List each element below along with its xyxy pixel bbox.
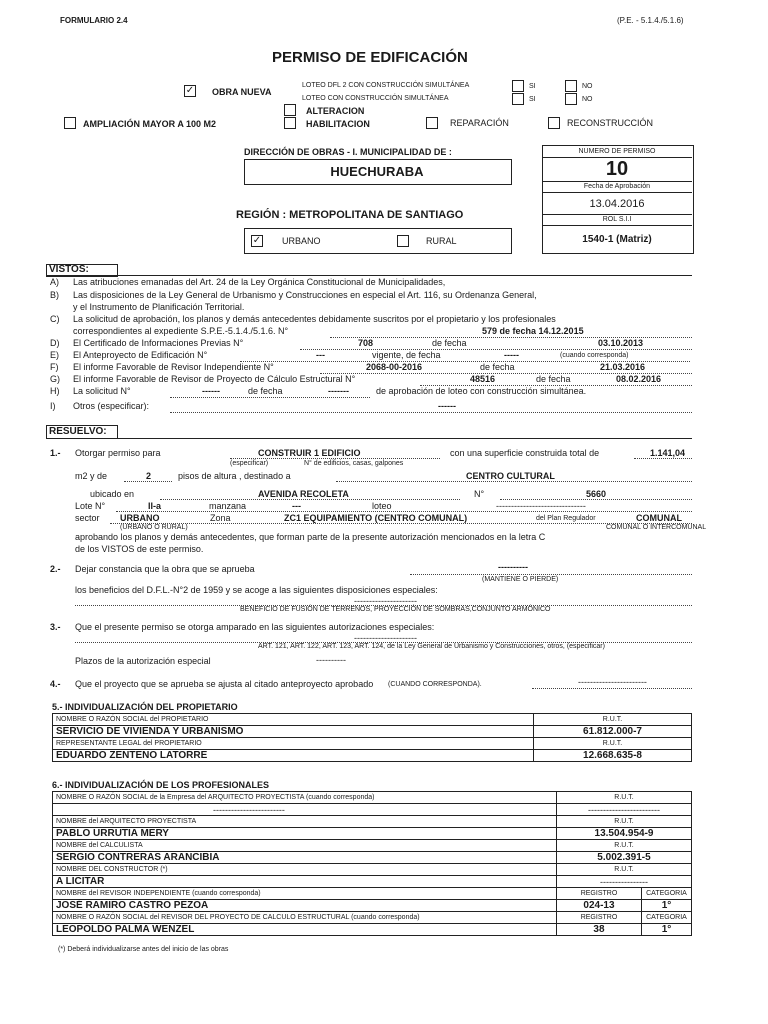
rut-label: R.U.T. (556, 792, 691, 804)
aprobando-2: de los VISTOS de este permiso. (75, 544, 204, 554)
de-fecha-label: de fecha (432, 338, 467, 348)
vistos-b2: y el Instrumento de Planificación Territorial. (73, 302, 245, 312)
vistos-f: El informe Favorable de Revisor Independiente N° (73, 362, 274, 372)
aprobando-1: aprobando los planos y demás antecedentes, que forman parte de la presente autorización mencionados en la letra C (75, 532, 546, 542)
revisor-categoria: 1° (641, 900, 691, 912)
revisor-registro: 024-13 (556, 900, 641, 912)
arquitecto-rut: 13.504.954-9 (556, 828, 691, 840)
vistos-e: El Anteproyecto de Edificación N° (73, 350, 208, 360)
loteo-label: loteo (372, 501, 392, 511)
obra-nueva-checkbox[interactable]: ✓ (185, 85, 195, 96)
vistos-h-tail: de aprobación de loteo con construcción simultánea. (376, 386, 587, 396)
obra-nueva-label: OBRA NUEVA (212, 87, 272, 97)
rol-value: 1540-1 (Matriz) (582, 234, 652, 245)
vistos-e-num: --- (316, 350, 325, 360)
fecha-aprobacion-label: Fecha de Aprobación (583, 183, 651, 190)
propietario-nombre: SERVICIO DE VIVIENDA Y URBANISMO (53, 726, 534, 738)
resuelvo-2-num: 2.- (50, 564, 61, 574)
propietario-heading: 5.- INDIVIDUALIZACIÓN DEL PROPIETARIO (52, 702, 238, 712)
vistos-f-num: 2068-00-2016 (366, 362, 423, 372)
de-fecha-label: de fecha (248, 386, 283, 396)
resuelvo-2-text: Dejar constancia que la obra que se aprueba (75, 564, 255, 574)
representante-nombre: EDUARDO ZENTENO LATORRE (53, 750, 534, 762)
objeto: CONSTRUIR 1 EDIFICIO (258, 448, 361, 458)
de-fecha-label: de fecha (480, 362, 515, 372)
reparacion-label: REPARACIÓN (450, 118, 509, 128)
pisos-text: pisos de altura , destinado a (178, 471, 291, 481)
ampliacion-checkbox[interactable] (64, 117, 76, 129)
vistos-i-value: ------ (438, 401, 456, 411)
resuelvo-4-value: ----------------------- (578, 677, 647, 687)
vistos-c2: correspondientes al expediente S.P.E.-5.1.4./5.1.6. N° (73, 326, 289, 336)
zona-label: Zona (210, 513, 231, 523)
pisos: 2 (146, 471, 152, 481)
superficie: 1.141,04 (650, 448, 686, 458)
vistos-g-fecha: 08.02.2016 (616, 374, 662, 384)
registro-label: REGISTRO (556, 912, 641, 924)
propietario-table (52, 713, 692, 762)
resuelvo-1-text: Otorgar permiso para (75, 448, 161, 458)
representante-label: REPRESENTANTE LEGAL del PROPIETARIO (53, 738, 534, 750)
objeto-note-2: N° de edificios, casas, galpones (304, 460, 404, 467)
resuelvo-3-value: --------------------- (354, 633, 417, 643)
lote: II-a (148, 501, 162, 511)
no-label: NO (582, 96, 593, 103)
empresa-rut: ------------------------ (556, 804, 691, 816)
cs-no-checkbox[interactable] (565, 93, 577, 105)
resuelvo-4-text: Que el proyecto que se aprueba se ajusta al citado anteproyecto aprobado (75, 679, 374, 689)
vistos-g: El informe Favorable de Revisor de Proyecto de Cálculo Estructural N° (73, 374, 356, 384)
cs-si-checkbox[interactable] (512, 93, 524, 105)
urbano-label: URBANO (282, 236, 321, 246)
revisor-calculo-registro: 38 (556, 924, 641, 936)
profesionales-heading: 6.- INDIVIDUALIZACIÓN DE LOS PROFESIONALES (52, 780, 270, 790)
reparacion-checkbox[interactable] (426, 117, 438, 129)
calculista-rut: 5.002.391-5 (556, 852, 691, 864)
manzana: --- (292, 501, 301, 511)
rural-checkbox[interactable] (397, 235, 409, 247)
vistos-i: Otros (especificar): (73, 401, 150, 411)
resuelvo-3-note: ART. 121, ART. 122, ART. 123, ART. 124, de la Ley General de Urbanismo y Construcciones, otros, (especificar) (258, 643, 605, 650)
loteo-cs-label: LOTEO CON CONSTRUCCIÓN SIMULTÁNEA (302, 95, 449, 102)
revisor-calculo-categoria: 1° (641, 924, 691, 936)
sector: URBANO (120, 513, 160, 523)
objeto-note-1: (especificar) (230, 460, 269, 467)
rut-label: R.U.T. (534, 714, 692, 726)
vistos-c-value: 579 de fecha 14.12.2015 (482, 326, 584, 336)
footnote: (*) Deberá individualizarse antes del inicio de las obras (58, 946, 229, 953)
vistos-d: El Certificado de Informaciones Previas N° (73, 338, 244, 348)
revisor-calculo-label: NOMBRE O RAZÓN SOCIAL del REVISOR DEL PROYECTO DE CALCULO ESTRUCTURAL (cuando corresponda) (53, 912, 557, 924)
plan-label: del Plan Regulador (536, 515, 596, 522)
vistos-e-vigente: vigente, de fecha (372, 350, 441, 360)
superficie-text: con una superficie construida total de (450, 448, 600, 458)
vistos-h: La solicitud N° (73, 386, 131, 396)
constructor-label: NOMBRE DEL CONSTRUCTOR (*) (53, 864, 557, 876)
resuelvo-3-num: 3.- (50, 622, 61, 632)
plazos-label: Plazos de la autorización especial (75, 656, 211, 666)
empresa-nombre: ------------------------ (53, 804, 557, 816)
vistos-f-fecha: 21.03.2016 (600, 362, 646, 372)
arquitecto-nombre: PABLO URRUTIA MERY (53, 828, 557, 840)
m2-label: m2 y de (75, 471, 108, 481)
constructor-rut: ---------------- (556, 876, 691, 888)
resuelvo-2-note-2: BENEFICIO DE FUSIÓN DE TERRENOS, PROYECCIÓN DE SOMBRAS,CONJUNTO ARMÓNICO (240, 606, 551, 613)
si-label: SI (529, 83, 536, 90)
resuelvo-2-text-2: los beneficios del D.F.L.-N°2 de 1959 y se acoge a las siguientes disposiciones especiales: (75, 585, 438, 595)
habilitacion-label: HABILITACION (306, 119, 370, 129)
vistos-e-note: (cuando corresponda) (560, 352, 629, 359)
rut-label: R.U.T. (556, 816, 691, 828)
zona: ZC1 EQUIPAMIENTO (CENTRO COMUNAL) (284, 513, 468, 523)
vistos-h-num: ------ (202, 386, 220, 396)
plan-note: COMUNAL O INTERCOMUNAL (606, 524, 707, 531)
si-label: SI (529, 96, 536, 103)
plazos-value: ---------- (316, 655, 346, 665)
vistos-b1: Las disposiciones de la Ley General de Urbanismo y Construcciones en especial el Art. 116, su Ordenanza General, (73, 290, 537, 300)
no-label: NO (582, 83, 593, 90)
constructor-nombre: A LICITAR (53, 876, 557, 888)
resuelvo-4-num: 4.- (50, 679, 61, 689)
numero-calle: 5660 (586, 489, 607, 499)
propietario-rut: 61.812.000-7 (534, 726, 692, 738)
revisor-calculo-nombre: LEOPOLDO PALMA WENZEL (53, 924, 557, 936)
resuelvo-2-value-2: --------------------- (354, 596, 417, 606)
ampliacion-label: AMPLIACIÓN MAYOR A 100 M2 (83, 119, 217, 129)
dfl2-no-checkbox[interactable] (565, 80, 577, 92)
representante-rut: 12.668.635-8 (534, 750, 692, 762)
loteo: ------------------------------ (496, 501, 586, 511)
alteracion-checkbox[interactable] (284, 104, 296, 116)
numero-permiso-label: NUMERO DE PERMISO (578, 148, 656, 155)
revisor-nombre: JOSÉ RAMIRO CASTRO PEZOA (53, 900, 557, 912)
categoria-label: CATEGORIA (641, 888, 691, 900)
alteracion-label: ALTERACION (306, 106, 365, 116)
vistos-g-num: 48516 (470, 374, 496, 384)
urbano-checkbox[interactable]: ✓ (252, 235, 262, 246)
resuelvo-2-note: (MANTIENE O PIERDE) (482, 576, 559, 583)
vistos-c1: La solicitud de aprobación, los planos y demás antecedentes debidamente suscritos por el propietario y los profesionales (73, 314, 556, 324)
fecha-aprobacion: 13.04.2016 (589, 198, 645, 210)
revisor-label: NOMBRE del REVISOR INDEPENDIENTE (cuando corresponda) (53, 888, 557, 900)
rut-label: R.U.T. (534, 738, 692, 750)
registro-label: REGISTRO (556, 888, 641, 900)
pe-code: (P.E. - 5.1.4./5.1.6) (617, 16, 684, 25)
sector-label: sector (75, 513, 100, 523)
calculista-label: NOMBRE del CALCULISTA (53, 840, 557, 852)
resuelvo-3-text: Que el presente permiso se otorga amparado en las siguientes autorizaciones especiales: (75, 622, 435, 632)
vistos-a: Las atribuciones emanadas del Art. 24 de la Ley Orgánica Constitucional de Municipalidades, (73, 277, 446, 287)
vistos-d-num: 708 (358, 338, 374, 348)
categoria-label: CATEGORIA (641, 912, 691, 924)
region: REGIÓN : METROPOLITANA DE SANTIAGO (236, 209, 464, 221)
profesionales-table (52, 791, 692, 936)
form-code: FORMULARIO 2.4 (60, 16, 128, 25)
lote-label: Lote N° (75, 501, 106, 511)
manzana-label: manzana (209, 501, 247, 511)
rut-label: R.U.T. (556, 864, 691, 876)
calculista-nombre: SERGIO CONTRERAS ARANCIBIA (53, 852, 557, 864)
propietario-nombre-label: NOMBRE O RAZÓN SOCIAL del PROPIETARIO (53, 714, 534, 726)
plan: COMUNAL (636, 513, 682, 523)
vistos-e-fecha: ----- (504, 350, 519, 360)
reconstruccion-checkbox[interactable] (548, 117, 560, 129)
sector-note: (URBANO O RURAL) (120, 524, 188, 531)
vistos-d-fecha: 03.10.2013 (598, 338, 644, 348)
direccion-label: DIRECCIÓN DE OBRAS - I. MUNICIPALIDAD DE : (244, 147, 452, 157)
resuelvo-4-note: (CUANDO CORRESPONDA). (388, 681, 482, 688)
rural-label: RURAL (426, 236, 457, 246)
rol-label: ROL S.I.I (602, 216, 632, 223)
habilitacion-checkbox[interactable] (284, 117, 296, 129)
dfl2-si-checkbox[interactable] (512, 80, 524, 92)
resuelvo-1-num: 1.- (50, 448, 61, 458)
page-title: PERMISO DE EDIFICACIÓN (272, 49, 468, 66)
municipio: HUECHURABA (330, 164, 424, 179)
loteo-dfl2-label: LOTEO DFL 2 CON CONSTRUCCIÓN SIMULTÁNEA (302, 82, 470, 89)
resuelvo-2-value: ---------- (498, 562, 528, 572)
resuelvo-heading: RESUELVO: (49, 426, 107, 437)
vistos-h-fecha: ------- (328, 386, 349, 396)
reconstruccion-label: RECONSTRUCCIÓN (567, 118, 654, 128)
vistos-heading: VISTOS: (49, 264, 89, 275)
empresa-label: NOMBRE O RAZÓN SOCIAL de la Empresa del ARQUITECTO PROYECTISTA (cuando corresponda) (53, 792, 557, 804)
rut-label: R.U.T. (556, 840, 691, 852)
ubicado-label: ubicado en (90, 489, 135, 499)
de-fecha-label: de fecha (536, 374, 571, 384)
calle: AVENIDA RECOLETA (258, 489, 349, 499)
numero-permiso: 10 (605, 158, 629, 180)
arquitecto-label: NOMBRE del ARQUITECTO PROYECTISTA (53, 816, 557, 828)
numero-label: N° (474, 489, 485, 499)
destino: CENTRO CULTURAL (466, 471, 555, 481)
